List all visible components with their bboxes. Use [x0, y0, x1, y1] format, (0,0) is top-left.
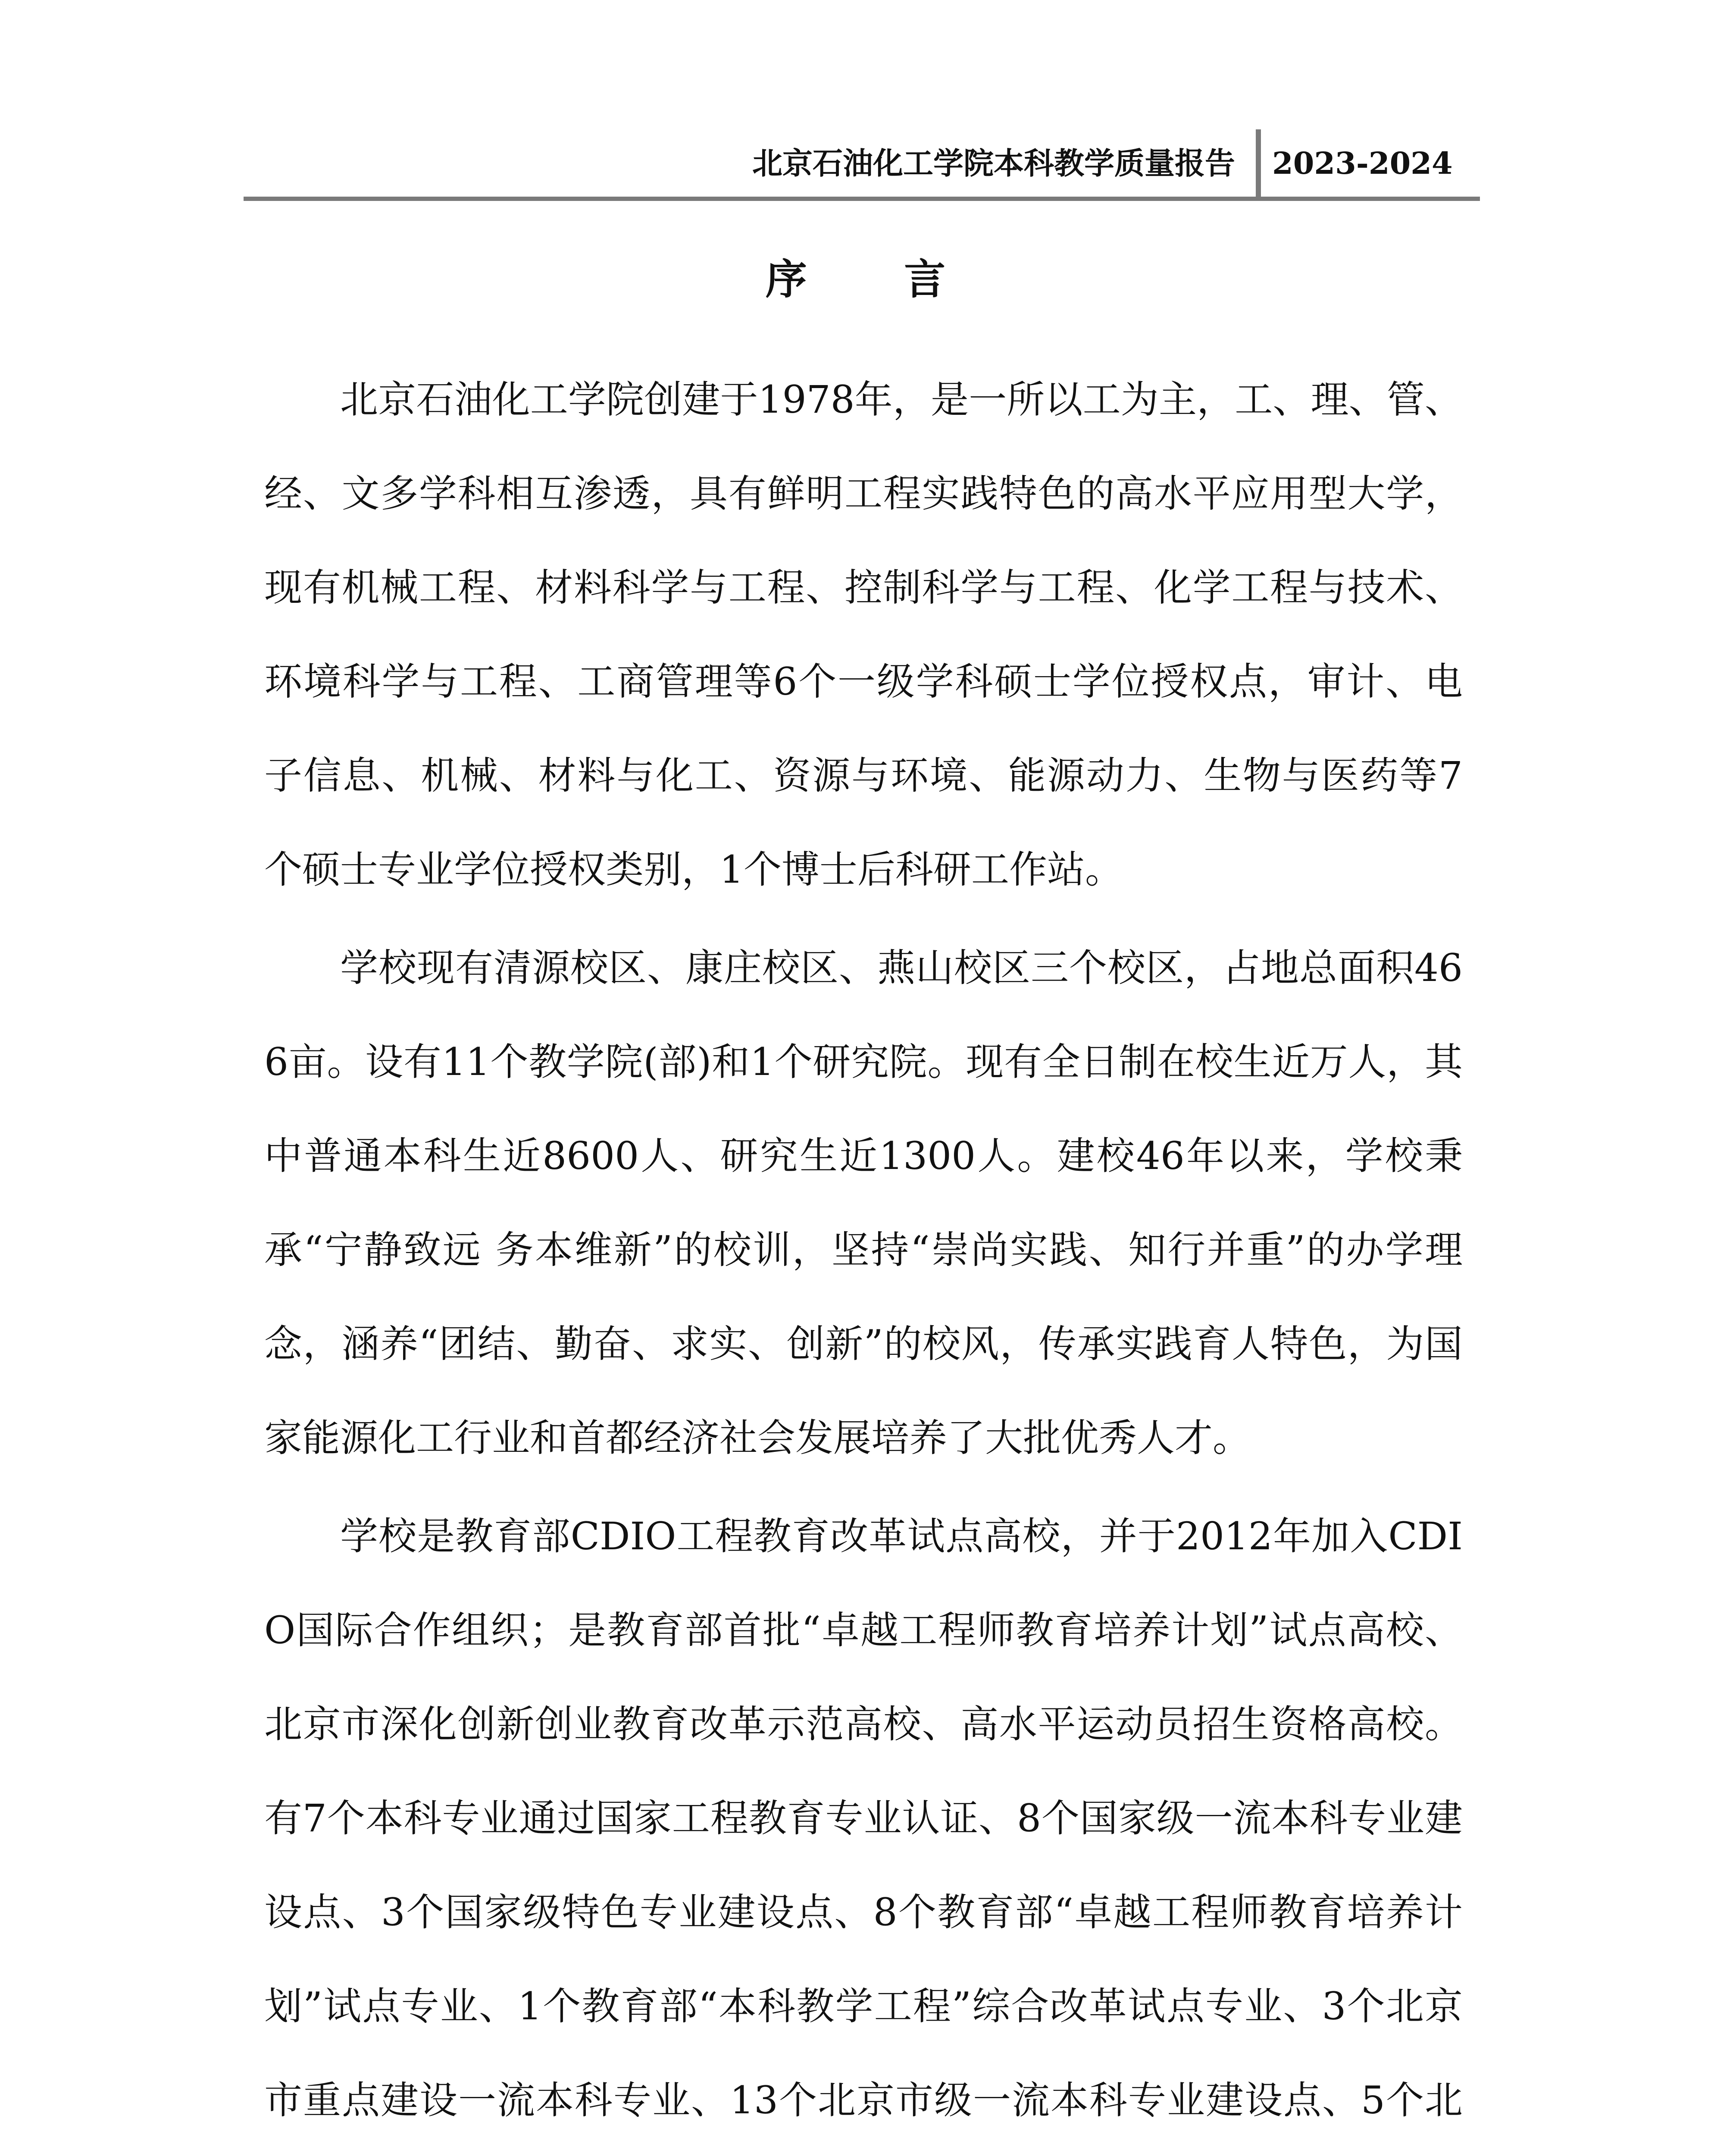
paragraph-campus: 学校现有清源校区、康庄校区、燕山校区三个校区，占地总面积466亩。设有11个教学院(部)和1个研究院。现有全日制在校生近万人，其中普通本科生近8600人、研究生近1300人。建校46年以来，学校秉承“宁静致远 务本维新”的校训，坚持“崇尚实践、知行并重”的办学理念，涵养“团结、勤奋、求实、创新”的校风，传承实践育人特色，为国家能源化工行业和首都经济社会发展培养了大批优秀人才。 [264, 946, 1463, 1460]
paragraph-reform: 学校是教育部CDIO工程教育改革试点高校，并于2012年加入CDIO国际合作组织；是教育部首批“卓越工程师教育培养计划”试点高校、北京市深化创新创业教育改革示范高校、高水平运动员招生资格高校。有7个本科专业通过国家工程教育专业认证、8个国家级一流本科专业建设点、3个国家级特色专业建设点、8个教育部“卓越工程师教育培养计划”试点专业、1个教育部“本科教学工程”综合改革试点专业、3个北京市重点建设一流本科专业、13个北京市级一流本科专业建设点、5个北 [264, 1514, 1463, 2122]
page-header [244, 129, 1480, 201]
header-year: 2023-2024 [1272, 145, 1453, 181]
header-rule [244, 197, 1480, 201]
header-report-title: 北京石油化工学院本科教学质量报告 [752, 145, 1235, 181]
page-title: 序 言 [765, 255, 987, 304]
header-divider [1256, 129, 1261, 199]
paragraph-intro: 北京石油化工学院创建于1978年，是一所以工为主，工、理、管、经、文多学科相互渗透，具有鲜明工程实践特色的高水平应用型大学，现有机械工程、材料科学与工程、控制科学与工程、化学工程与技术、环境科学与工程、工商管理等6个一级学科硕士学位授权点，审计、电子信息、机械、材料与化工、资源与环境、能源动力、生物与医药等7个硕士专业学位授权类别，1个博士后科研工作站。 [264, 377, 1463, 892]
document-body [264, 353, 1463, 2156]
